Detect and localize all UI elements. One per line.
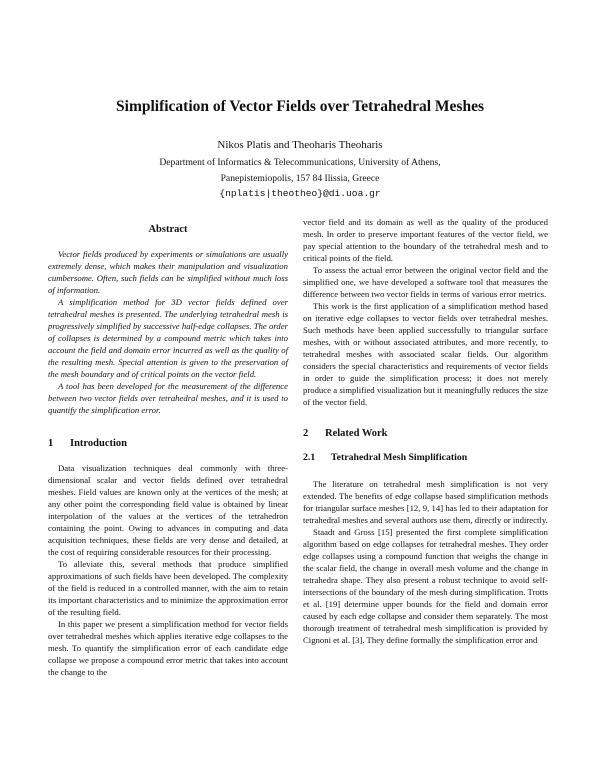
paper-title: Simplification of Vector Fields over Tetrahedral Meshes [116, 98, 484, 115]
body-paragraph: To alleviate this, several methods that produce simplified approximations of such fields have been developed. The complexity of the field is reduced in a controlled manner, with the aim to retain its important characteristics and to minimize the approximation error of the resulting field. [48, 559, 288, 617]
abstract-paragraph: Vector fields produced by experiments or simulations are usually extremely dense, which makes their manipulation and visualization cumbersome. Often, such fields can be simplified without much loss of information. [48, 249, 288, 295]
section-number: 2 [303, 428, 309, 439]
body-paragraph: Data visualization techniques deal commonly with three-dimensional scalar and vector fields defined over tetrahedral meshes. Field values are known only at the vertices of the mesh; at any other point the corresponding field value is obtained by linear interpolation of the values at the vertices of the tetrahedron containing the point. Owing to advances in computing and data acquisition techniques, these fields are very dense and detailed, at the cost of requiring considerable resources for their processing. [48, 463, 288, 557]
abstract-paragraph: A tool has been developed for the measurement of the difference between two vector fields over tetrahedral meshes, and it is used to quantify the simplification error. [48, 381, 288, 415]
section-number: 1 [48, 438, 54, 449]
body-paragraph: To assess the actual error between the original vector field and the simplified one, we have developed a software tool that measures the difference between two vector fields in terms of various error metrics. [303, 265, 548, 299]
authors: Nikos Platis and Theoharis Theoharis [217, 139, 383, 151]
subsection-number: 2.1 [303, 452, 316, 463]
subsection-heading [303, 452, 548, 464]
left-column [48, 224, 288, 678]
body-paragraph: The literature on tetrahedral mesh simplification is not very extended. The benefits of edge collapse based simplification methods for triangular surface meshes [12, 9, 14] has led to their adaptation for tetrahedral meshes and several authors use them, directly or indirectly. [303, 479, 548, 525]
affiliation-line-2: Panepistemiopolis, 157 84 Ilissia, Greece [220, 173, 380, 184]
subsection-title: Tetrahedral Mesh Simplification [331, 452, 468, 463]
body-paragraph: In this paper we present a simplification method for vector fields over tetrahedral meshes which applies iterative edge collapses to the mesh. To quantify the simplification error of each candidate edge collapse we propose a compound error metric that takes into account the change to the [48, 619, 288, 677]
abstract-body [48, 248, 288, 416]
body-paragraph: This work is the first application of a simplification method based on iterative edge collapses to vector fields over tetrahedral meshes. Such methods have been applied successfully to triangular surface meshes, with or without associated attributes, and more recently, to tetrahedral meshes with associated scalar fields. Our algorithm considers the special characteristics and requirements of vector fields in order to guide the simplification process; it does not merely produce a simplified visualization but it meaningfully reduces the size of the vector field. [303, 301, 548, 407]
section-heading-related-work [303, 428, 548, 440]
abstract-paragraph: A simplification method for 3D vector fields defined over tetrahedral meshes is presented. The underlying tetrahedral mesh is progressively simplified by successive half-edge collapses. The order of collapses is determined by a compound metric which takes into account the field and domain error incurred as well as the quality of the resulting mesh. Special attention is given to the preservation of the mesh boundary and of critical points on the vector field. [48, 297, 288, 379]
abstract-heading: Abstract [148, 224, 188, 235]
section-title: Introduction [70, 438, 127, 449]
body-paragraph: Staadt and Gross [15] presented the first complete simplification algorithm based on edge collapses for tetrahedral meshes. They order edge collapses using a compound function that weighs the change in the scalar field, the change in overall mesh volume and the change in tetrahedra shape. They also present a robust technique to avoid self-intersections of the boundary of the mesh during simplification. Trotts et al. [19] determine upper bounds for the field and domain error caused by each edge collapse and consider them separately. The most thorough treatment of tetrahedral mesh simplification is provided by Cignoni et al. [3]. They define formally the simplification error and [303, 527, 548, 645]
section-title: Related Work [325, 428, 388, 439]
right-column [303, 216, 548, 646]
affiliation-line-1: Department of Informatics & Telecommunications, University of Athens, [159, 157, 441, 168]
author-email: {nplatis|theotheo}@di.uoa.gr [219, 188, 381, 199]
section-heading-introduction [48, 438, 288, 450]
body-paragraph: vector field and its domain as well as the quality of the produced mesh. In order to preserve important features of the vector field, we pay special attention to the boundary of the tetrahedral mesh and to critical points of the field. [303, 217, 548, 263]
